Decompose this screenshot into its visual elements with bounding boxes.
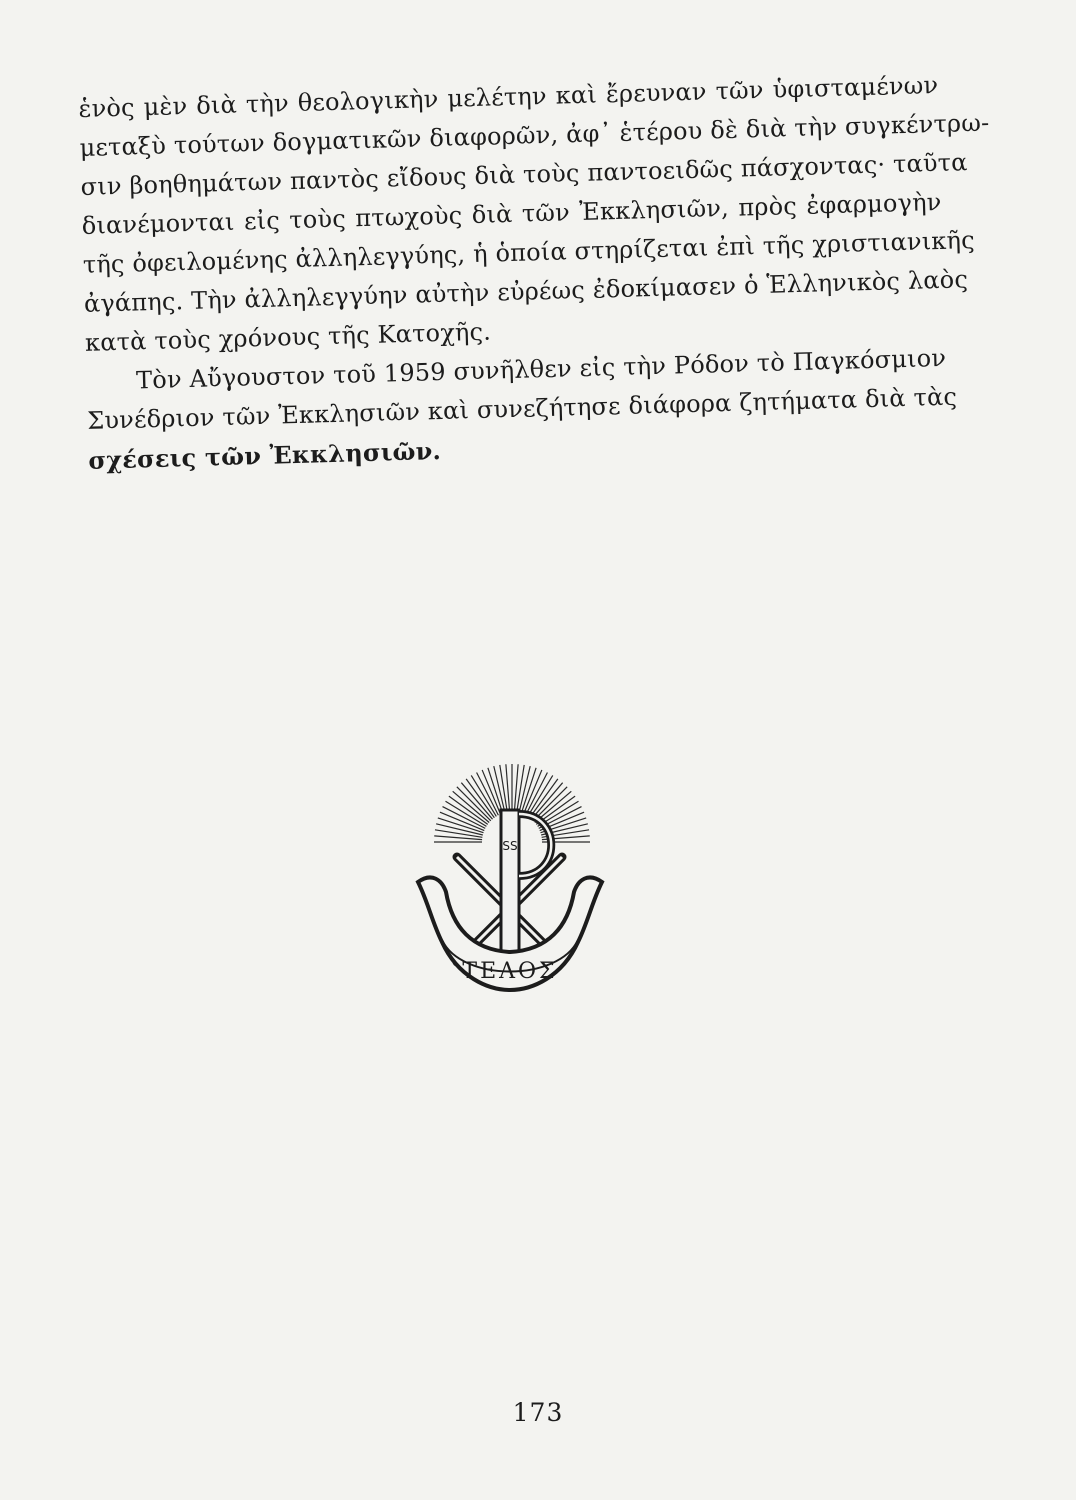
reverse-page-bleed-through — [60, 461, 961, 592]
text-line: μεταξὺ τούτων δογματικῶν διαφορῶν, ἀφ᾽ ἑτέρου δὲ διὰ τὴν συγκέντρω- — [79, 108, 990, 162]
chi-rho-icon — [412, 752, 608, 1014]
text-line: σιν βοηθημάτων παντὸς εἴδους διὰ τοὺς παντοειδῶς πάσχοντας· ταῦτα — [80, 148, 968, 201]
text-line: Τὸν Αὔγουστον τοῦ 1959 συνῆλθεν εἰς τὴν Ρόδον τὸ Παγκόσμιον — [135, 343, 947, 395]
text-line: διανέμονται εἰς τοὺς πτωχοὺς διὰ τῶν Ἐκκλησιῶν, πρὸς ἐφαρμογὴν — [81, 187, 942, 240]
sun-ray — [457, 787, 491, 821]
text-line: κατὰ τοὺς χρόνους τῆς Κατοχῆς. — [84, 317, 492, 357]
text-line: ἀγάπης. Τὴν ἀλληλεγγύην αὐτὴν εὐρέως ἐδοκίμασεν ὁ Ἑλληνικὸς λαὸς — [83, 265, 969, 318]
staff-letter: SS — [502, 839, 518, 853]
text-line: τῆς ὀφειλομένης ἀλληλεγγύης, ἡ ὁποία στηρίζεται ἐπὶ τῆς χριστιανικῆς — [82, 226, 976, 279]
text-line: Συνέδριον τῶν Ἐκκλησιῶν καὶ συνεζήτησε διάφορα ζητήματα διὰ τὰς — [86, 382, 958, 435]
page-number: 173 — [512, 1398, 564, 1427]
text-line: ἑνὸς μὲν διὰ τὴν θεολογικὴν μελέτην καὶ ἔρευναν τῶν ὑφισταμένων — [78, 70, 939, 123]
text-line: σχέσεις τῶν Ἐκκλησιῶν. — [87, 436, 442, 475]
banner-text: ΤΕΛΟΣ — [462, 959, 558, 984]
body-text — [78, 66, 990, 480]
chi-rho-telos-emblem — [412, 752, 608, 1014]
